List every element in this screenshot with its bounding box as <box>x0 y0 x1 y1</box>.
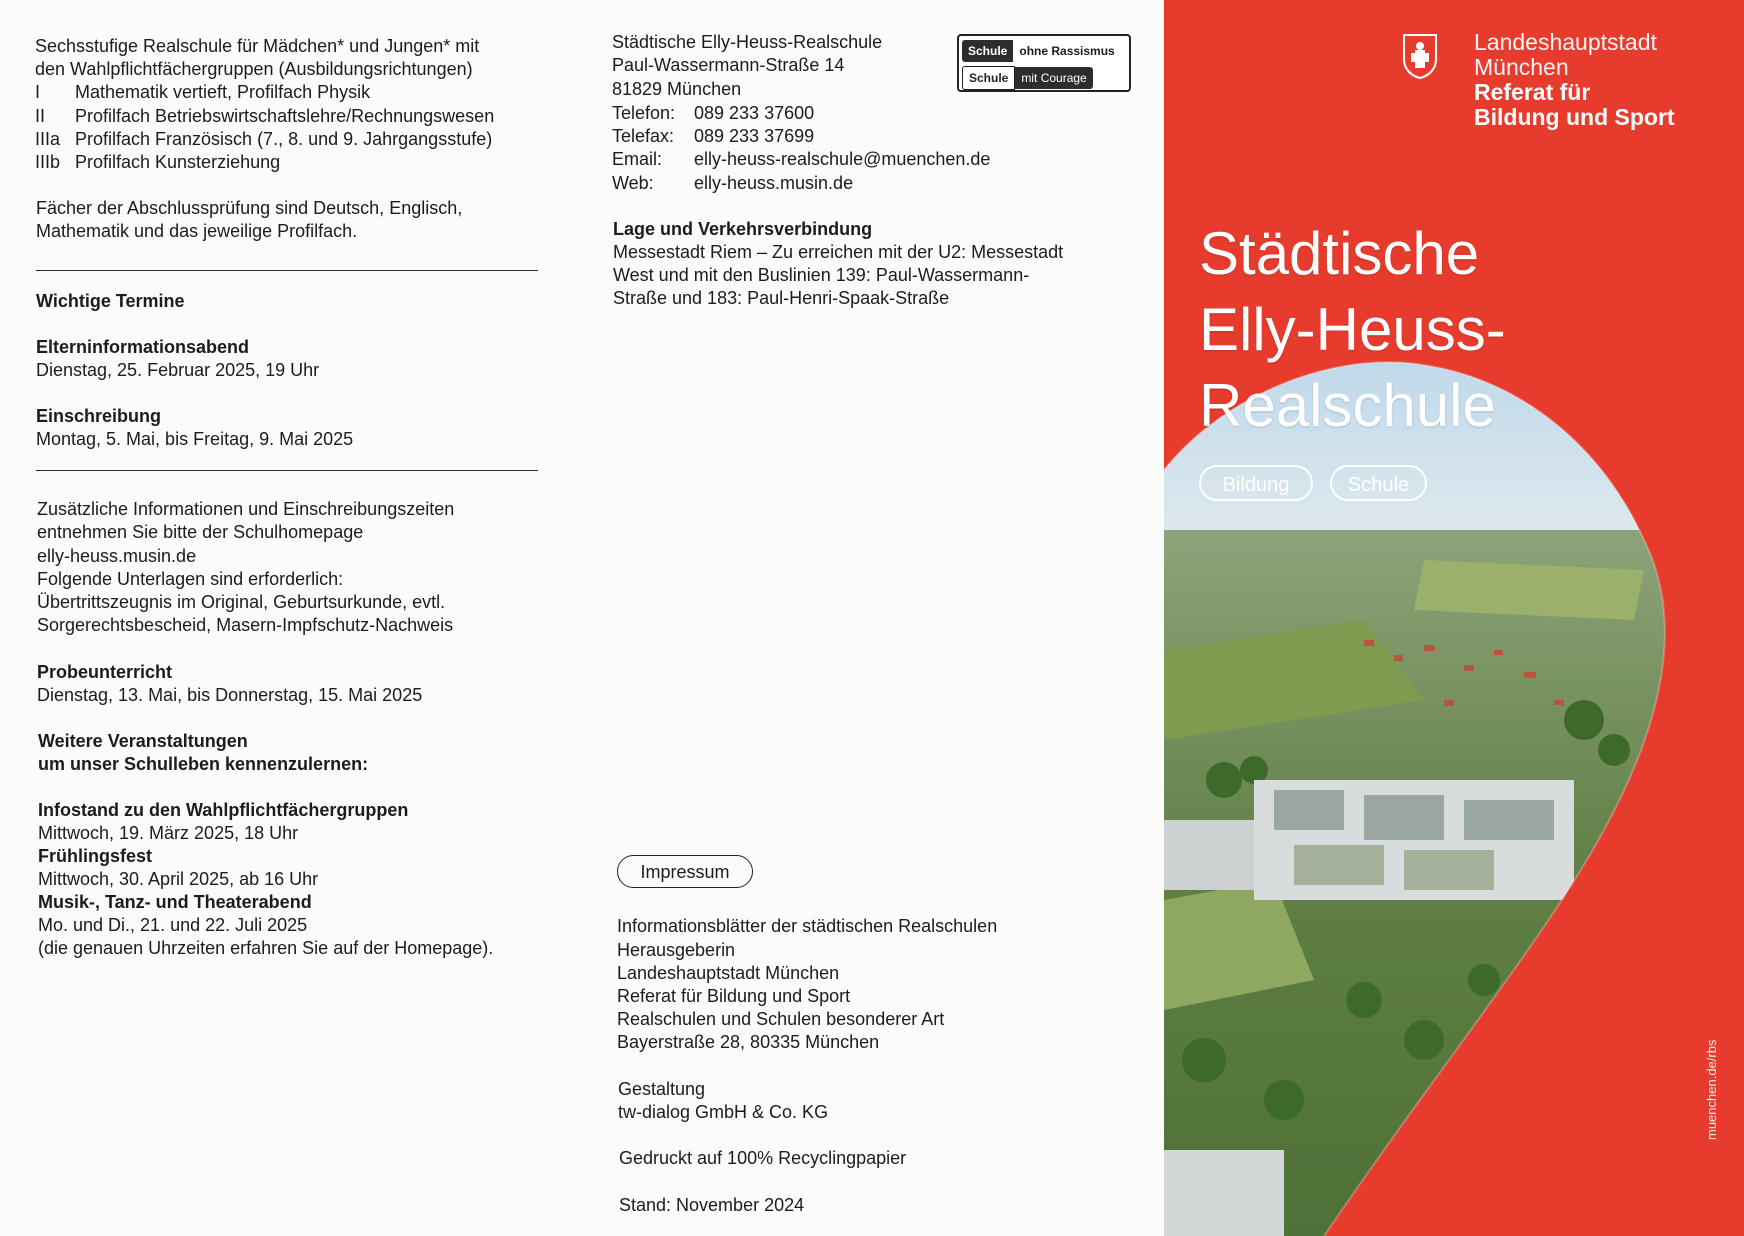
profile-text: Profilfach Betriebswirtschaftslehre/Rechnungswesen <box>75 106 495 126</box>
impressum-line: Informationsblätter der städtischen Realschulen <box>617 916 998 936</box>
contact-value: 089 233 37699 <box>694 126 815 146</box>
extra-info-line: elly-heuss.musin.de <box>37 546 197 566</box>
city-logotype <box>1474 30 1675 130</box>
printed-note: Gedruckt auf 100% Recyclingpapier <box>619 1148 907 1168</box>
contact-label: Telefax: <box>612 126 675 146</box>
design-text: tw-dialog GmbH & Co. KG <box>618 1102 829 1122</box>
impressum-line: Realschulen und Schulen besonderer Art <box>617 1009 945 1029</box>
side-url: muenchen.de/rbs <box>1704 1039 1719 1140</box>
cover-title <box>1199 216 1506 444</box>
munich-coat-of-arms-icon <box>1402 33 1438 79</box>
contact-fax <box>612 125 814 148</box>
badge-label: Schule <box>962 66 1015 90</box>
impressum-line: Bayerstraße 28, 80335 München <box>617 1032 880 1052</box>
location-line: West und mit den Buslinien 139: Paul-Wassermann- <box>613 265 1030 285</box>
impressum-line: Landeshauptstadt München <box>617 963 840 983</box>
event-heading: Musik-, Tanz- und Theaterabend <box>38 892 312 912</box>
exam-line: Fächer der Abschlussprüfung sind Deutsch, Englisch, <box>36 198 463 218</box>
title-line: Elly-Heuss- <box>1199 296 1506 363</box>
profile-text: Profilfach Französisch (7., 8. und 9. Jahrgangsstufe) <box>75 129 493 149</box>
intro-line: Sechsstufige Realschule für Mädchen* und Jungen* mit <box>35 36 480 56</box>
contact-label: Telefon: <box>612 103 676 123</box>
events-heading: um unser Schulleben kennenzulernen: <box>38 754 369 774</box>
stand-note: Stand: November 2024 <box>619 1195 805 1215</box>
contact-web <box>612 172 853 195</box>
department-line: Bildung und Sport <box>1474 104 1675 130</box>
badge-label: Schule <box>962 40 1013 62</box>
extra-info-line: entnehmen Sie bitte der Schulhomepage <box>37 522 364 542</box>
divider <box>36 470 538 471</box>
badge-row <box>962 39 1121 63</box>
exam-line: Mathematik und das jeweilige Profilfach. <box>36 221 358 241</box>
info-evening-date: Dienstag, 25. Februar 2025, 19 Uhr <box>36 360 320 380</box>
impressum-line: Herausgeberin <box>617 940 736 960</box>
aerial-photo <box>1164 0 1744 1236</box>
contact-label: Email: <box>612 149 663 169</box>
location-line: Messestadt Riem – Zu erreichen mit der U2: Messestadt <box>613 242 1064 262</box>
event-date: Mo. und Di., 21. und 22. Juli 2025 <box>38 915 308 935</box>
event-heading: Frühlingsfest <box>38 846 153 866</box>
profile-item <box>35 81 370 104</box>
trial-date: Dienstag, 13. Mai, bis Donnerstag, 15. Mai 2025 <box>37 685 423 705</box>
profile-item <box>35 105 494 128</box>
impressum-line: Referat für Bildung und Sport <box>617 986 851 1006</box>
badge-text: mit Courage <box>1015 67 1092 89</box>
school-name: Städtische Elly-Heuss-Realschule <box>612 32 883 52</box>
profile-item <box>35 151 280 174</box>
city-line: München <box>1474 54 1569 80</box>
profile-code: II <box>35 106 46 126</box>
contact-value: 089 233 37600 <box>694 103 815 123</box>
divider <box>36 270 538 271</box>
extra-info-line: Zusätzliche Informationen und Einschreibungszeiten <box>37 499 455 519</box>
event-heading: Infostand zu den Wahlpflichtfächergruppen <box>38 800 409 820</box>
extra-info-line: Folgende Unterlagen sind erforderlich: <box>37 569 344 589</box>
profile-text: Mathematik vertieft, Profilfach Physik <box>75 82 371 102</box>
profile-code: I <box>35 82 41 102</box>
location-line: Straße und 183: Paul-Henri-Spaak-Straße <box>613 288 950 308</box>
badge-row <box>962 66 1093 90</box>
tag-bildung: Bildung <box>1199 465 1313 501</box>
intro-line: den Wahlpflichtfächergruppen (Ausbildungsrichtungen) <box>35 59 473 79</box>
tag-schule: Schule <box>1330 465 1427 501</box>
extra-info-line: Übertrittszeugnis im Original, Geburtsurkunde, evtl. <box>37 592 446 612</box>
event-date: Mittwoch, 19. März 2025, 18 Uhr <box>38 823 299 843</box>
events-heading: Weitere Veranstaltungen <box>38 731 248 751</box>
impressum-pill: Impressum <box>617 855 753 888</box>
department-line: Referat für <box>1474 79 1591 105</box>
event-date: Mittwoch, 30. April 2025, ab 16 Uhr <box>38 869 319 889</box>
cover-panel <box>1164 0 1744 1236</box>
city-line: Landeshauptstadt <box>1474 29 1657 55</box>
profile-code: IIIb <box>35 152 61 172</box>
profile-item <box>35 128 492 151</box>
profile-code: IIIa <box>35 129 61 149</box>
contact-value[interactable]: elly-heuss.musin.de <box>694 173 854 193</box>
title-line: Städtische <box>1199 220 1480 287</box>
event-note: (die genauen Uhrzeiten erfahren Sie auf der Homepage). <box>38 938 494 958</box>
info-evening-heading: Elterninformationsabend <box>36 337 250 357</box>
title-line: Realschule <box>1199 372 1496 439</box>
profile-text: Profilfach Kunsterziehung <box>75 152 281 172</box>
city: 81829 München <box>612 79 742 99</box>
dates-heading: Wichtige Termine <box>36 291 185 311</box>
contact-value[interactable]: elly-heuss-realschule@muenchen.de <box>694 149 991 169</box>
extra-info-line: Sorgerechtsbescheid, Masern-Impfschutz-Nachweis <box>37 615 454 635</box>
enrolment-heading: Einschreibung <box>36 406 162 426</box>
contact-phone <box>612 102 814 125</box>
location-heading: Lage und Verkehrsverbindung <box>613 219 873 239</box>
contact-email <box>612 148 990 171</box>
enrolment-date: Montag, 5. Mai, bis Freitag, 9. Mai 2025 <box>36 429 354 449</box>
design-heading: Gestaltung <box>618 1079 706 1099</box>
street: Paul-Wassermann-Straße 14 <box>612 55 845 75</box>
contact-label: Web: <box>612 173 654 193</box>
trial-heading: Probeunterricht <box>37 662 173 682</box>
courage-badge <box>957 34 1131 92</box>
badge-text: ohne Rassismus <box>1019 44 1115 58</box>
